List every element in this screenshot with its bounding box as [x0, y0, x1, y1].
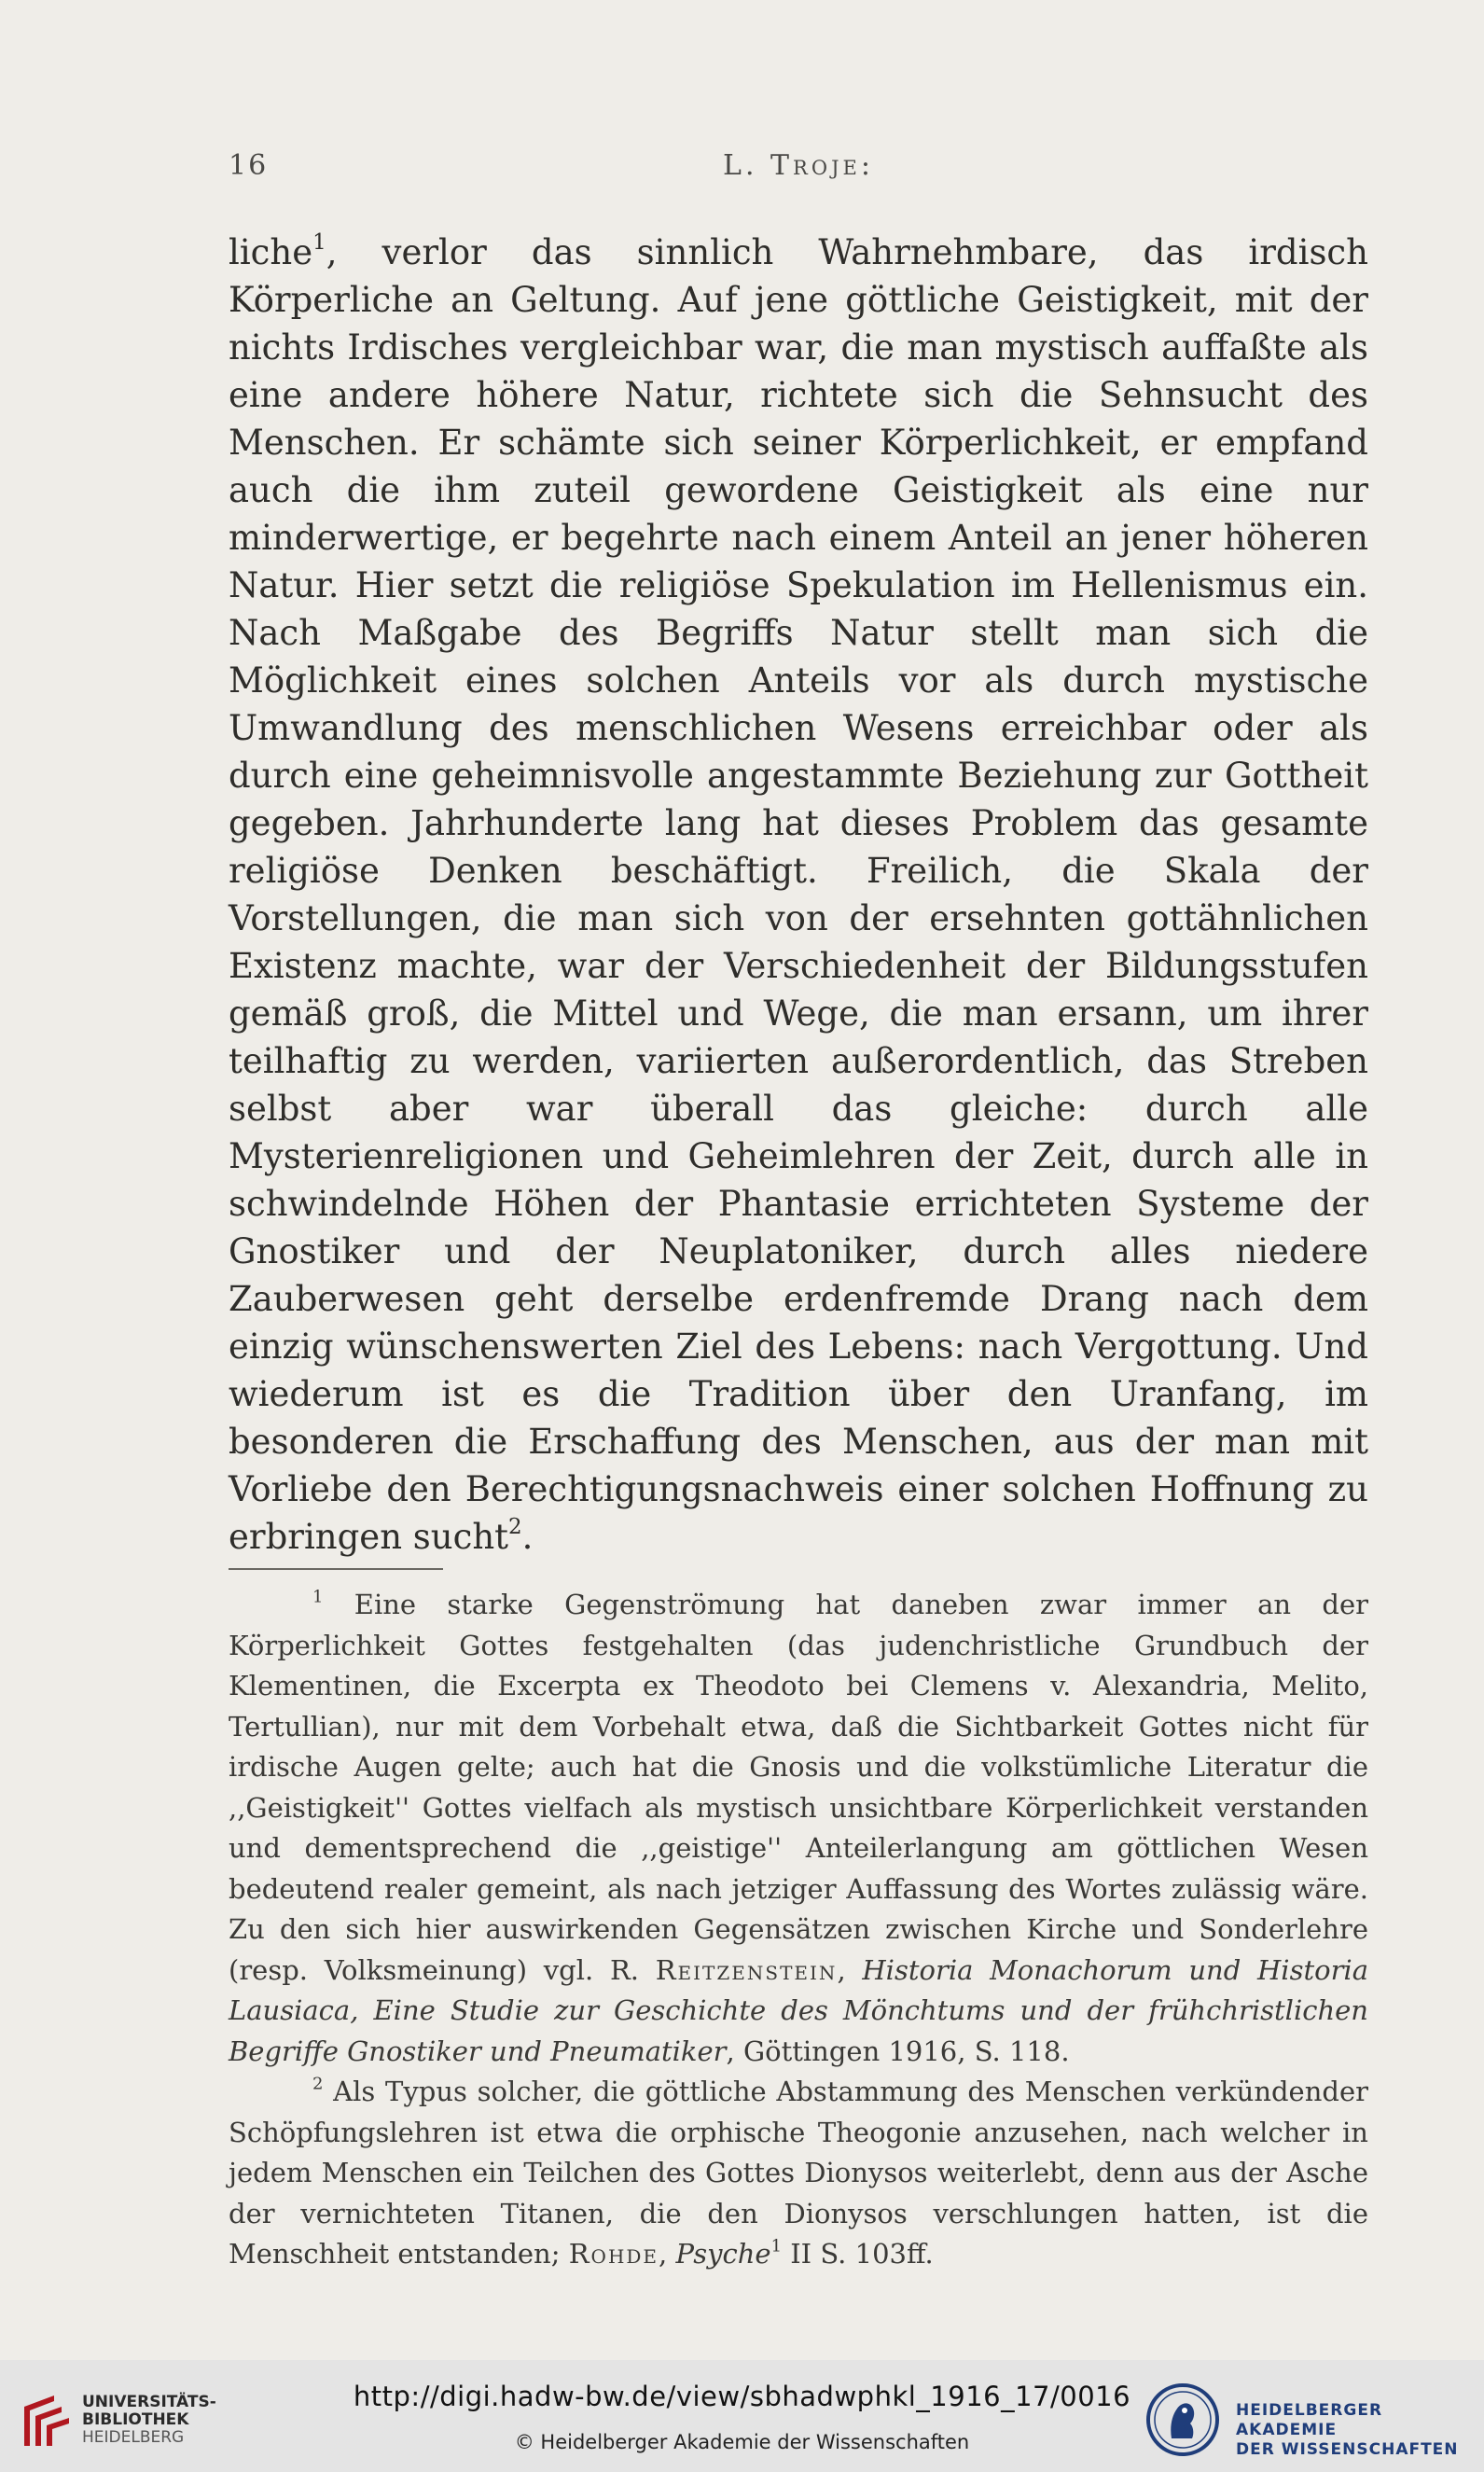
permalink-url[interactable]: http://digi.hadw-bw.de/view/sbhadwphkl_1916_17/0016 — [353, 2381, 1131, 2412]
footnote-2-author: Rohde — [568, 2238, 659, 2270]
footnote-2 — [229, 2072, 1368, 2275]
body-text-end: . — [521, 1517, 534, 1557]
footer-bar — [0, 2360, 1484, 2472]
body-paragraph — [229, 229, 1368, 1561]
footnote-1-sep: , — [837, 1953, 863, 1986]
ub-line-3: HEIDELBERG — [82, 2428, 185, 2447]
hadw-line-2: DER WISSENSCHAFTEN — [1236, 2440, 1459, 2459]
footnote-2-text: Als Typus solcher, die göttliche Abstammung des Menschen verkündender Schöpfungslehren ist etwa die orphische Theogonie anzusehen, nach welcher in jedem Menschen ein Teilchen des Gottes Dionysos weiterlebt, denn aus der Asche der vernichteten Titanen, die den Dionysos verschlungen hatten, ist die Menschheit entstanden; — [229, 2076, 1368, 2270]
footnote-2-sep: , — [659, 2238, 676, 2270]
academy-seal-icon[interactable] — [1145, 2382, 1220, 2457]
ub-line-1: UNIVERSITÄTS- — [82, 2393, 216, 2411]
running-head — [229, 149, 1368, 187]
hadw-line-1: HEIDELBERGER AKADEMIE — [1236, 2401, 1383, 2439]
footnote-mark-2: 2 — [312, 2074, 324, 2094]
copyright-notice: © Heidelberger Akademie der Wissenschaften — [514, 2431, 970, 2453]
footnote-2-citation: II S. 103ff. — [782, 2238, 934, 2270]
text-block — [229, 229, 1368, 2275]
footnote-1-citation: , Göttingen 1916, S. 118. — [726, 2035, 1070, 2067]
footnote-2-edition: 1 — [770, 2236, 782, 2257]
footnote-1-text: Eine starke Gegenströmung hat daneben zwar immer an der Körperlichkeit Gottes festgehalten (das judenchristliche Grundbuch der Klementinen, die Excerpta ex Theodoto bei Clemens v. Alexandria, Melito, Tertullian), nur mit dem Vorbehalt etwa, daß die Sichtbarkeit Gottes nicht für irdische Augen gelte; auch hat die Gnosis und die volkstümliche Literatur die ,,Geistigkeit'' Gottes vielfach als mystisch unsichtbare Körperlichkeit verstanden und dementsprechend die ,,geistige'' Anteilerlangung am göttlichen Wesen bedeutend realer gemeint, als nach jetziger Auffassung des Wortes zulässig wäre. Zu den sich hier auswirkenden Gegensätzen zwischen Kirche und Sonderlehre (resp. Volksmeinung) vgl. R. — [229, 1589, 1368, 1986]
footnote-2-title: Psyche — [675, 2238, 771, 2270]
body-text-start: liche — [229, 232, 313, 272]
footnote-1 — [229, 1585, 1368, 2072]
footnote-1-title: Historia Monachorum und Historia Lausiaca, Eine Studie zur Geschichte des Mönchtums und der frühchristlichen Begriffe Gnostiker und Pneumatiker — [229, 1953, 1369, 2067]
running-head-author: L. Troje: — [723, 149, 874, 182]
footnote-mark-1: 1 — [312, 1587, 324, 1607]
footnote-ref-2[interactable]: 2 — [508, 1514, 522, 1539]
body-text-main: , verlor das sinnlich Wahrnehmbare, das irdisch Körperliche an Geltung. Auf jene göttliche Geistigkeit, mit der nichts Irdisches vergleichbar war, die man mystisch auffaßte als eine andere höhere Natur, richtete sich die Sehnsucht des Menschen. Er schämte sich seiner Körperlichkeit, er empfand auch die ihm zuteil gewordene Geistigkeit als eine nur minderwertige, er begehrte nach einem Anteil an jener höheren Natur. Hier setzt die religiöse Spekulation im Hellenismus ein. Nach Maßgabe des Begriffs Natur stellt man sich die Möglichkeit eines solchen Anteils vor als durch mystische Umwandlung des menschlichen Wesens erreichbar oder als durch eine geheimnisvolle angestammte Beziehung zur Gottheit gegeben. Jahrhunderte lang hat dieses Problem das gesamte religiöse Denken beschäftigt. Freilich, die Skala der Vorstellungen, die man sich von der ersehnten gottähnlichen Existenz machte, war der Verschiedenheit der Bildungsstufen gemäß groß, die Mittel und Wege, die man ersann, um ihrer teilhaftig zu werden, variierten außerordentlich, das Streben selbst aber war überall das gleiche: durch alle Mysterienreligionen und Geheimlehren der Zeit, durch alle in schwindelnde Höhen der Phantasie errichteten Systeme der Gnostiker und der Neuplatoniker, durch alles niedere Zauberwesen geht derselbe erdenfremde Drang nach dem einzig wünschenswerten Ziel des Lebens: nach Vergottung. Und wiederum ist es die Tradition über den Uranfang, im besonderen die Erschaffung des Menschen, aus der man mit Vorliebe den Berechtigungsnachweis einer solchen Hoffnung zu erbringen sucht — [229, 232, 1368, 1557]
footnote-divider — [229, 1568, 443, 1570]
footnote-1-author: Reitzenstein — [655, 1953, 838, 1986]
academy-name — [1236, 2401, 1484, 2460]
page-number: 16 — [229, 149, 269, 182]
ub-line-2: BIBLIOTHEK — [82, 2410, 189, 2429]
footnote-ref-1[interactable]: 1 — [312, 229, 326, 255]
